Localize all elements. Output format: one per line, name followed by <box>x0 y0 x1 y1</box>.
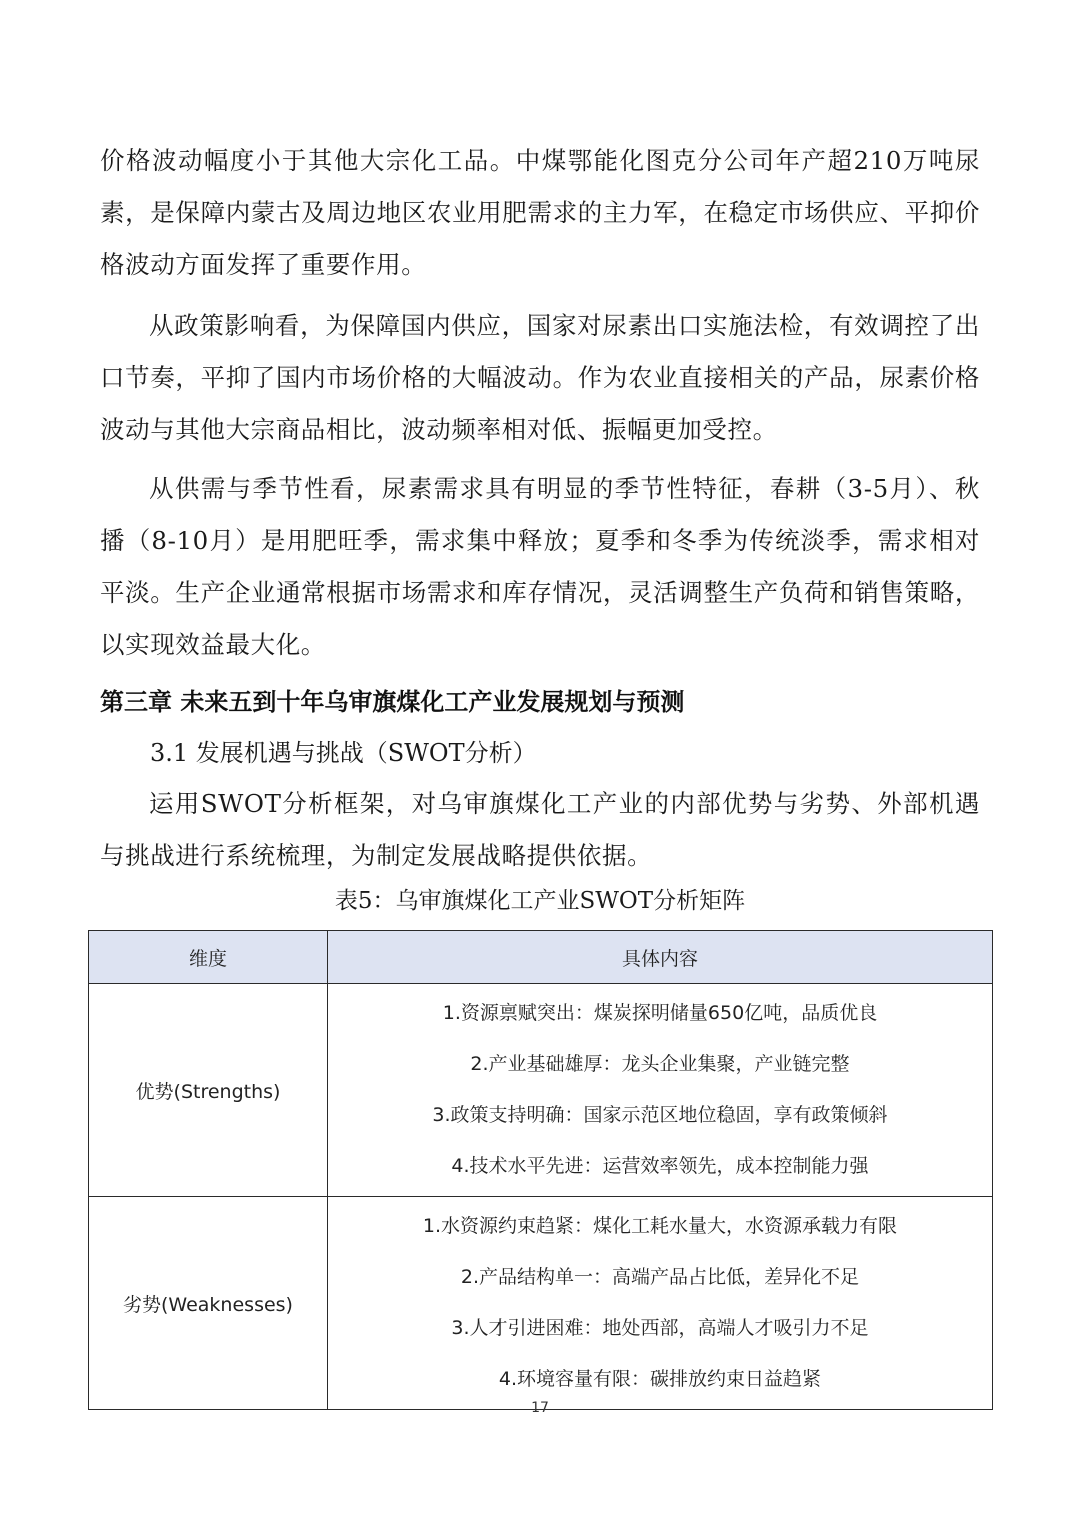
strength-item: 4.技术水平先进：运营效率领先，成本控制能力强 <box>451 1155 869 1177</box>
paragraph-1: 价格波动幅度小于其他大宗化工品。中煤鄂能化图克分公司年产超210万吨尿素，是保障内蒙古及周边地区农业用肥需求的主力军，在稳定市场供应、平抑价格波动方面发挥了重要作用。 <box>100 146 980 279</box>
weakness-item: 4.环境容量有限：碳排放约束日益趋紧 <box>498 1368 822 1390</box>
table-row-strengths <box>89 984 993 1197</box>
section-intro: 运用SWOT分析框架，对乌审旗煤化工产业的内部优势与劣势、外部机遇与挑战进行系统梳理，为制定发展战略提供依据。 <box>100 789 980 870</box>
section-title: 3.1 发展机遇与挑战（SWOT分析） <box>150 739 537 767</box>
dimension-strengths: 优势(Strengths) <box>89 984 328 1197</box>
table-row-weaknesses <box>89 1197 993 1410</box>
strength-item: 1.资源禀赋突出：煤炭探明储量650亿吨，品质优良 <box>442 1002 878 1024</box>
paragraph-3: 从供需与季节性看，尿素需求具有明显的季节性特征，春耕（3-5月）、秋播（8-10月）是用肥旺季，需求集中释放；夏季和冬季为传统淡季，需求相对平淡。生产企业通常根据市场需求和库存情况，灵活调整生产负荷和销售策略，以实现效益最大化。 <box>100 474 980 659</box>
weakness-item: 1.水资源约束趋紧：煤化工耗水量大，水资源承载力有限 <box>422 1215 898 1237</box>
strengths-items <box>328 984 993 1197</box>
strength-item: 3.政策支持明确：国家示范区地位稳固，享有政策倾斜 <box>432 1104 888 1126</box>
weaknesses-items <box>328 1197 993 1410</box>
swot-table <box>88 930 993 1410</box>
weakness-item: 2.产品结构单一：高端产品占比低，差异化不足 <box>460 1266 860 1288</box>
header-dimension: 维度 <box>89 931 328 984</box>
paragraph-2: 从政策影响看，为保障国内供应，国家对尿素出口实施法检，有效调控了出口节奏，平抑了国内市场价格的大幅波动。作为农业直接相关的产品，尿素价格波动与其他大宗商品相比，波动频率相对低、振幅更加受控。 <box>100 311 980 444</box>
page-number: 17 <box>531 1400 549 1416</box>
table-header-row <box>89 931 993 984</box>
table-caption: 表5：乌审旗煤化工产业SWOT分析矩阵 <box>334 888 746 914</box>
strength-item: 2.产业基础雄厚：龙头企业集聚，产业链完整 <box>470 1053 850 1075</box>
header-content: 具体内容 <box>328 931 993 984</box>
dimension-weaknesses: 劣势(Weaknesses) <box>89 1197 328 1410</box>
chapter-title: 第三章 未来五到十年乌审旗煤化工产业发展规划与预测 <box>100 688 685 716</box>
weakness-item: 3.人才引进困难：地处西部，高端人才吸引力不足 <box>451 1317 869 1339</box>
